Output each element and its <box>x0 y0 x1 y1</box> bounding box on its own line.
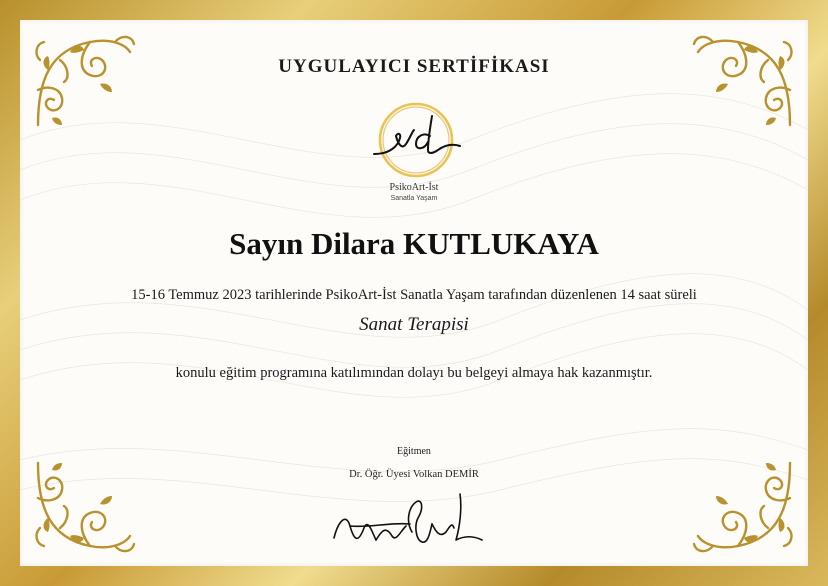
body-line-1: 15-16 Temmuz 2023 tarihlerinde PsikoArt-İst Sanatla Yaşam tarafından düzenlenen 14 saat süreli <box>131 287 697 303</box>
logo-subtitle: Sanatla Yaşam <box>390 195 438 202</box>
course-name: Sanat Terapisi <box>359 314 469 335</box>
recipient-name: Sayın Dilara KUTLUKAYA <box>229 226 599 261</box>
logo-name: PsikoArt-İst <box>389 182 439 193</box>
trainer-name: Dr. Öğr. Üyesi Volkan DEMİR <box>349 469 479 480</box>
vd-monogram-icon <box>368 94 464 190</box>
corner-ornament-icon <box>688 30 798 130</box>
handwritten-signature-icon <box>320 482 490 552</box>
certificate-title: UYGULAYICI SERTİFİKASI <box>278 56 550 77</box>
certificate-paper <box>20 20 808 566</box>
trainer-label: Eğitmen <box>397 446 431 457</box>
corner-ornament-icon <box>30 30 140 130</box>
body-line-2: konulu eğitim programına katılımından dolayı bu belgeyi almaya hak kazanmıştır. <box>175 365 653 381</box>
